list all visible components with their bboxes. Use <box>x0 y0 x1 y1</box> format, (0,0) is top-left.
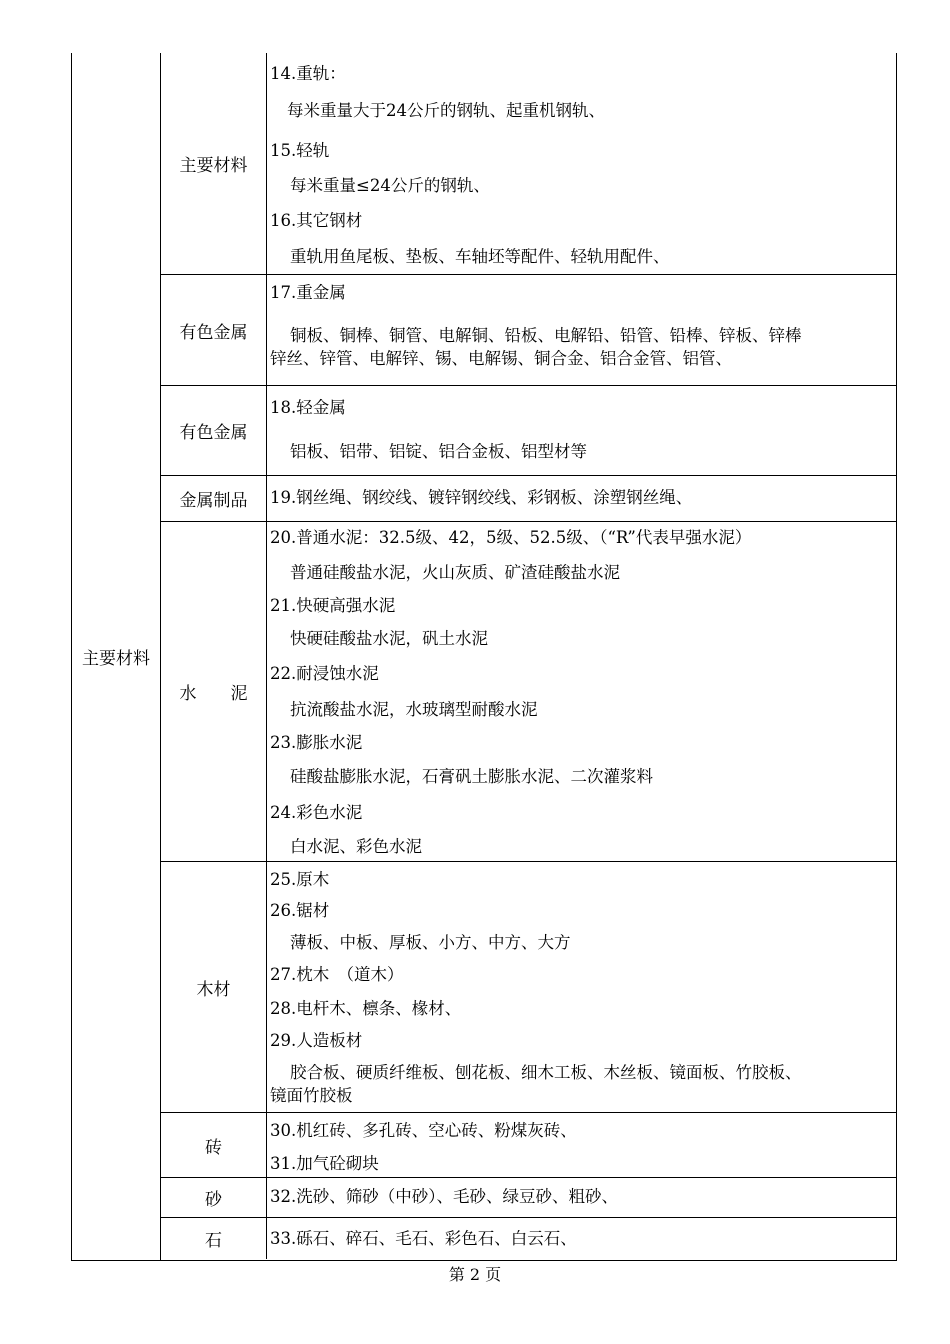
subcategory-label: 水 泥 <box>179 684 248 704</box>
item-detail: 快硬硅酸盐水泥，矾土水泥 <box>290 629 488 648</box>
subcategory-cell <box>161 862 267 1112</box>
subcategory-cell <box>161 386 267 475</box>
item-heading: 22.耐浸蚀水泥 <box>270 664 379 683</box>
content-cell <box>267 1218 896 1259</box>
subcategory-cell <box>161 1178 267 1217</box>
content-cell <box>267 862 896 1112</box>
subcategory-cell <box>161 522 267 861</box>
subcategory-label: 木材 <box>196 979 231 1000</box>
content-cell <box>267 476 896 521</box>
item-heading: 33.砾石、碎石、毛石、彩色石、白云石、 <box>270 1229 577 1248</box>
table-row <box>161 522 896 862</box>
item-detail: 普通硅酸盐水泥，火山灰质、矿渣硅酸盐水泥 <box>290 563 620 582</box>
main-category-label: 主要材料 <box>82 649 150 669</box>
content-cell <box>267 386 896 475</box>
item-detail: 硅酸盐膨胀水泥，石膏矾土膨胀水泥、二次灌浆料 <box>290 767 653 786</box>
subcategory-cell <box>161 275 267 385</box>
item-detail: 铜板、铜棒、铜管、电解铜、铅板、电解铅、铅管、铅棒、锌板、锌棒 <box>290 326 802 345</box>
item-heading: 18.轻金属 <box>270 398 346 417</box>
item-heading: 26.锯材 <box>270 901 330 920</box>
item-detail: 白水泥、彩色水泥 <box>290 837 422 856</box>
content-cell <box>267 53 896 274</box>
table-row <box>161 275 896 386</box>
item-heading: 32.洗砂、筛砂（中砂）、毛砂、绿豆砂、粗砂、 <box>270 1187 618 1206</box>
item-heading: 23.膨胀水泥 <box>270 733 363 752</box>
subcategory-label: 有色金属 <box>179 322 248 343</box>
content-cell <box>267 1178 896 1217</box>
subcategory-label: 砖 <box>205 1137 222 1158</box>
table-row <box>161 862 896 1113</box>
subcategory-label: 主要材料 <box>179 156 248 176</box>
content-cell <box>267 522 896 861</box>
item-heading: 27.枕木 （道木） <box>270 965 404 984</box>
subcategory-cell <box>161 476 267 521</box>
item-detail: 铝板、铝带、铝锭、铝合金板、铝型材等 <box>290 442 587 461</box>
item-heading: 21.快硬高强水泥 <box>270 596 396 615</box>
subcategory-label: 石 <box>205 1231 222 1251</box>
table-row <box>161 1113 896 1178</box>
item-heading: 31.加气砼砌块 <box>270 1154 379 1173</box>
content-cell <box>267 275 896 385</box>
table-row <box>161 1178 896 1218</box>
item-detail: 胶合板、硬质纤维板、刨花板、细木工板、木丝板、镜面板、竹胶板、 <box>290 1063 802 1082</box>
item-heading: 30.机红砖、多孔砖、空心砖、粉煤灰砖、 <box>270 1121 577 1140</box>
main-category-cell <box>72 53 161 1260</box>
item-detail: 重轨用鱼尾板、垫板、车轴坯等配件、轻轨用配件、 <box>290 247 670 266</box>
table-row <box>161 1218 896 1259</box>
content-cell <box>267 1113 896 1177</box>
item-heading: 16.其它钢材 <box>270 211 363 230</box>
item-heading: 19.钢丝绳、钢绞线、镀锌钢绞线、彩钢板、涂塑钢丝绳、 <box>270 488 693 507</box>
item-detail: 镜面竹胶板 <box>270 1086 353 1105</box>
item-detail: 薄板、中板、厚板、小方、中方、大方 <box>290 933 571 952</box>
item-heading: 25.原木 <box>270 870 330 889</box>
table-row <box>161 53 896 275</box>
subcategory-cell <box>161 1113 267 1177</box>
item-heading: 29.人造板材 <box>270 1031 363 1050</box>
subcategory-label: 有色金属 <box>179 423 248 443</box>
item-detail: 每米重量大于24公斤的钢轨、起重机钢轨、 <box>287 101 605 120</box>
item-heading: 28.电杆木、檩条、椽材、 <box>270 999 462 1018</box>
item-heading: 14.重轨： <box>270 64 346 83</box>
item-heading: 20.普通水泥：32.5级、42，5级、52.5级、（“R”代表早强水泥） <box>270 528 752 547</box>
materials-table <box>71 53 897 1261</box>
item-heading: 24.彩色水泥 <box>270 803 363 822</box>
subcategory-label: 砂 <box>205 1190 222 1210</box>
item-heading: 15.轻轨 <box>270 141 330 160</box>
item-heading: 17.重金属 <box>270 283 346 302</box>
subcategory-label: 金属制品 <box>179 491 248 511</box>
item-detail: 抗流酸盐水泥，水玻璃型耐酸水泥 <box>290 700 538 719</box>
item-detail: 锌丝、锌管、电解锌、锡、电解锡、铜合金、铝合金管、铝管、 <box>270 349 732 368</box>
subcategory-cell <box>161 53 267 274</box>
item-detail: 每米重量≤24公斤的钢轨、 <box>290 176 490 195</box>
table-row <box>161 476 896 522</box>
page-number: 第 2 页 <box>448 1265 502 1284</box>
subcategory-cell <box>161 1218 267 1259</box>
table-row <box>161 386 896 476</box>
